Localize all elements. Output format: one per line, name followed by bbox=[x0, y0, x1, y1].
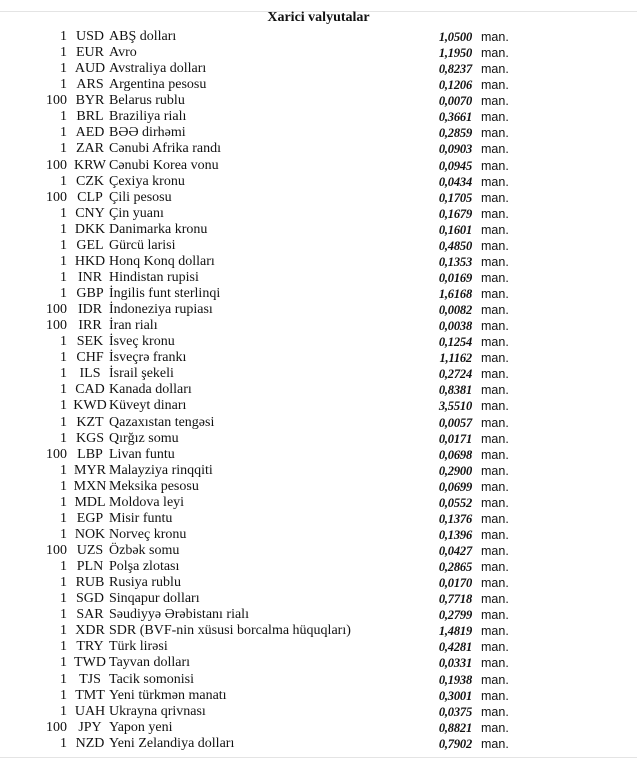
currency-name: Avstraliya dolları bbox=[109, 61, 207, 77]
exchange-rate: 0,7902 bbox=[438, 736, 472, 751]
currency-code: AUD bbox=[74, 61, 106, 77]
currency-name: Qazaxıstan tengəsi bbox=[109, 414, 215, 430]
rate-unit: man. bbox=[481, 238, 509, 253]
rate-unit: man. bbox=[481, 720, 509, 735]
exchange-rate: 0,8381 bbox=[438, 383, 472, 398]
currency-row-usd bbox=[0, 29, 637, 45]
currency-name: Avro bbox=[109, 45, 137, 61]
currency-row-krw bbox=[0, 158, 637, 174]
exchange-rate: 0,1679 bbox=[438, 206, 472, 221]
currency-row-try bbox=[0, 639, 637, 655]
exchange-rate: 0,0331 bbox=[438, 656, 472, 671]
currency-name: Küveyt dinarı bbox=[109, 398, 187, 414]
currency-name: Çin yuanı bbox=[109, 205, 164, 221]
currency-code: INR bbox=[77, 269, 103, 285]
unit-amount: 1 bbox=[60, 221, 67, 237]
exchange-rate: 0,2859 bbox=[438, 126, 472, 141]
unit-amount: 1 bbox=[60, 414, 67, 430]
currency-row-clp bbox=[0, 190, 637, 206]
exchange-rate: 0,2900 bbox=[438, 463, 472, 478]
currency-name: Yeni türkmən manatı bbox=[109, 687, 227, 703]
currency-name: İran rialı bbox=[109, 318, 158, 334]
currency-row-kwd bbox=[0, 398, 637, 414]
unit-amount: 100 bbox=[46, 318, 67, 334]
rate-unit: man. bbox=[481, 30, 509, 44]
exchange-rate: 0,0698 bbox=[438, 447, 472, 462]
page-title: Xarici valyutalar bbox=[267, 10, 370, 25]
currency-name: İsveçrə frankı bbox=[109, 350, 187, 366]
currency-code: KGS bbox=[75, 430, 104, 446]
currency-code: JPY bbox=[78, 719, 102, 735]
unit-amount: 1 bbox=[60, 526, 67, 542]
currency-code: BYR bbox=[75, 93, 105, 109]
exchange-rate: 0,7718 bbox=[438, 592, 472, 607]
unit-amount: 100 bbox=[46, 446, 67, 462]
currency-name: Qırğız somu bbox=[109, 430, 179, 446]
unit-amount: 1 bbox=[60, 478, 67, 494]
rate-unit: man. bbox=[481, 736, 509, 751]
unit-amount: 1 bbox=[60, 334, 67, 350]
unit-amount: 100 bbox=[46, 302, 67, 318]
currency-name: Danimarka kronu bbox=[109, 221, 208, 237]
exchange-rate: 0,1376 bbox=[438, 511, 472, 526]
currency-name: Moldova leyi bbox=[109, 494, 185, 510]
unit-amount: 1 bbox=[60, 141, 67, 157]
currency-row-hkd bbox=[0, 254, 637, 270]
rate-unit: man. bbox=[481, 704, 509, 719]
currency-name: Norveç kronu bbox=[109, 526, 187, 542]
rate-unit: man. bbox=[481, 158, 509, 173]
exchange-rate: 0,8821 bbox=[438, 720, 472, 735]
currency-name: İndoneziya rupiası bbox=[109, 302, 213, 318]
unit-amount: 1 bbox=[60, 623, 67, 639]
rate-unit: man. bbox=[481, 431, 509, 446]
currency-code: IRR bbox=[78, 318, 102, 334]
currency-name: Cənubi Afrika randı bbox=[109, 141, 221, 157]
currency-row-nok bbox=[0, 527, 637, 543]
rate-unit: man. bbox=[481, 142, 509, 157]
currency-name: Sinqapur dolları bbox=[109, 591, 200, 607]
exchange-rate: 0,0070 bbox=[438, 94, 472, 109]
currency-name: Yapon yeni bbox=[109, 719, 173, 735]
exchange-rate: 0,0699 bbox=[438, 479, 472, 494]
unit-amount: 1 bbox=[60, 253, 67, 269]
currency-name: Hindistan rupisi bbox=[109, 269, 199, 285]
unit-amount: 1 bbox=[60, 703, 67, 719]
rate-unit: man. bbox=[481, 78, 509, 93]
rate-unit: man. bbox=[481, 351, 509, 366]
currency-name: Belarus rublu bbox=[109, 93, 185, 109]
currency-row-inr bbox=[0, 270, 637, 286]
currency-code: CLP bbox=[77, 189, 103, 205]
unit-amount: 1 bbox=[60, 173, 67, 189]
unit-amount: 100 bbox=[46, 189, 67, 205]
rate-unit: man. bbox=[481, 463, 509, 478]
currency-code: KWD bbox=[73, 398, 107, 414]
exchange-rate: 0,4850 bbox=[438, 238, 472, 253]
exchange-rate: 0,0552 bbox=[438, 495, 472, 510]
currency-name: Ukrayna qrivnası bbox=[109, 703, 206, 719]
currency-code: MDL bbox=[74, 494, 106, 510]
rate-unit: man. bbox=[481, 303, 509, 318]
unit-amount: 1 bbox=[60, 735, 67, 751]
currency-code: DKK bbox=[74, 221, 106, 237]
currency-row-rub bbox=[0, 575, 637, 591]
currency-name: Misir funtu bbox=[109, 510, 173, 526]
currency-row-myr bbox=[0, 463, 637, 479]
exchange-rate: 0,8237 bbox=[438, 62, 472, 77]
unit-amount: 100 bbox=[46, 719, 67, 735]
rate-unit: man. bbox=[481, 335, 509, 350]
currency-row-idr bbox=[0, 302, 637, 318]
exchange-rate: 0,0057 bbox=[438, 415, 472, 430]
currency-name: Çexiya kronu bbox=[109, 173, 185, 189]
exchange-rate: 0,2799 bbox=[438, 608, 472, 623]
exchange-rate: 0,0945 bbox=[438, 158, 472, 173]
currency-row-pln bbox=[0, 559, 637, 575]
rate-unit: man. bbox=[481, 206, 509, 221]
currency-row-kgs bbox=[0, 431, 637, 447]
rate-unit: man. bbox=[481, 544, 509, 558]
currency-code: CHF bbox=[76, 350, 104, 366]
currency-name: Rusiya rublu bbox=[109, 575, 181, 591]
currency-code: TWD bbox=[74, 655, 106, 671]
bottom-divider bbox=[0, 757, 637, 758]
currency-name: Səudiyyə Ərəbistanı rialı bbox=[109, 607, 249, 623]
rate-unit: man. bbox=[481, 174, 509, 189]
currency-name: Braziliya rialı bbox=[109, 109, 187, 125]
currency-code: CAD bbox=[75, 382, 105, 398]
unit-amount: 1 bbox=[60, 61, 67, 77]
exchange-rate: 1,6168 bbox=[438, 287, 472, 301]
exchange-rate: 1,4819 bbox=[438, 624, 472, 639]
exchange-rate: 0,0434 bbox=[438, 174, 472, 189]
currency-row-czk bbox=[0, 174, 637, 190]
currency-row-cad bbox=[0, 382, 637, 398]
unit-amount: 1 bbox=[60, 430, 67, 446]
rate-unit: man. bbox=[481, 576, 509, 591]
exchange-rate: 0,1396 bbox=[438, 527, 472, 542]
currency-row-nzd bbox=[0, 736, 637, 752]
rate-unit: man. bbox=[481, 287, 509, 301]
rate-unit: man. bbox=[481, 319, 509, 334]
unit-amount: 1 bbox=[60, 286, 67, 301]
currency-row-twd bbox=[0, 655, 637, 671]
exchange-rate: 0,2865 bbox=[438, 560, 472, 575]
currency-code: UZS bbox=[76, 543, 104, 558]
rate-unit: man. bbox=[481, 560, 509, 575]
rate-unit: man. bbox=[481, 94, 509, 109]
currency-row-uzs bbox=[0, 543, 637, 559]
currency-code: ZAR bbox=[76, 141, 104, 157]
currency-name: Livan funtu bbox=[109, 446, 175, 462]
rate-unit: man. bbox=[481, 511, 509, 526]
unit-amount: 1 bbox=[60, 205, 67, 221]
rate-unit: man. bbox=[481, 527, 509, 542]
currency-name: İngilis funt sterlinqi bbox=[109, 286, 221, 301]
unit-amount: 1 bbox=[60, 494, 67, 510]
currency-code: MXN bbox=[73, 478, 107, 494]
exchange-rate: 0,3001 bbox=[438, 688, 472, 703]
currency-code: TMT bbox=[75, 687, 105, 703]
unit-amount: 1 bbox=[60, 559, 67, 575]
currency-code: LBP bbox=[77, 446, 103, 462]
currency-row-gbp bbox=[0, 286, 637, 302]
currency-name: Cənubi Korea vonu bbox=[109, 157, 219, 173]
currency-row-egp bbox=[0, 511, 637, 527]
exchange-rate: 0,1254 bbox=[438, 335, 472, 350]
exchange-rate: 0,1601 bbox=[438, 222, 472, 237]
currency-row-mdl bbox=[0, 495, 637, 511]
currency-code: CNY bbox=[75, 205, 105, 221]
currency-code: ARS bbox=[76, 77, 104, 93]
unit-amount: 1 bbox=[60, 591, 67, 607]
unit-amount: 1 bbox=[60, 350, 67, 366]
unit-amount: 1 bbox=[60, 77, 67, 93]
unit-amount: 1 bbox=[60, 575, 67, 591]
rate-unit: man. bbox=[481, 688, 509, 703]
exchange-rate: 0,1353 bbox=[438, 254, 472, 269]
rate-unit: man. bbox=[481, 640, 509, 655]
rate-unit: man. bbox=[481, 126, 509, 141]
exchange-rate: 3,5510 bbox=[438, 399, 472, 414]
currency-name: Malayziya rinqqiti bbox=[109, 462, 213, 478]
rate-unit: man. bbox=[481, 222, 509, 237]
rate-unit: man. bbox=[481, 62, 509, 77]
rate-unit: man. bbox=[481, 672, 509, 687]
currency-name: Türk lirəsi bbox=[109, 639, 168, 655]
rate-unit: man. bbox=[481, 479, 509, 494]
currency-code: SEK bbox=[76, 334, 104, 350]
currency-name: BƏƏ dirhəmi bbox=[109, 125, 186, 141]
unit-amount: 1 bbox=[60, 510, 67, 526]
exchange-rate: 0,0903 bbox=[438, 142, 472, 157]
currency-row-uah bbox=[0, 704, 637, 720]
currency-code: SAR bbox=[76, 607, 104, 623]
currency-name: Polşa zlotası bbox=[109, 559, 180, 575]
currency-row-sar bbox=[0, 607, 637, 623]
unit-amount: 1 bbox=[60, 671, 67, 687]
exchange-rate: 0,0375 bbox=[438, 704, 472, 719]
exchange-rate: 0,0038 bbox=[438, 319, 472, 334]
currency-code: HKD bbox=[74, 253, 106, 269]
exchange-rate: 0,0082 bbox=[438, 303, 472, 318]
rate-unit: man. bbox=[481, 270, 509, 285]
unit-amount: 1 bbox=[60, 398, 67, 414]
currency-row-ils bbox=[0, 366, 637, 382]
currency-code: SGD bbox=[75, 591, 104, 607]
currency-code: ILS bbox=[79, 366, 101, 382]
currency-code: KRW bbox=[74, 157, 106, 173]
currency-name: Özbək somu bbox=[109, 543, 180, 558]
currency-row-byr bbox=[0, 93, 637, 109]
currency-name: İsveç kronu bbox=[109, 334, 175, 350]
currency-table bbox=[0, 29, 637, 752]
rate-unit: man. bbox=[481, 399, 509, 414]
currency-row-brl bbox=[0, 109, 637, 125]
currency-code: TRY bbox=[76, 639, 104, 655]
currency-code: MYR bbox=[74, 462, 106, 478]
currency-name: Argentina pesosu bbox=[109, 77, 207, 93]
currency-code: GBP bbox=[76, 286, 104, 301]
exchange-rate: 0,1705 bbox=[438, 190, 472, 205]
exchange-rate: 0,3661 bbox=[438, 110, 472, 125]
rate-unit: man. bbox=[481, 624, 509, 639]
unit-amount: 1 bbox=[60, 29, 67, 44]
currency-code: EUR bbox=[76, 45, 104, 61]
currency-code: IDR bbox=[77, 302, 103, 318]
currency-name: Kanada dolları bbox=[109, 382, 192, 398]
exchange-rate: 0,2724 bbox=[438, 367, 472, 382]
exchange-rate: 0,0171 bbox=[438, 431, 472, 446]
unit-amount: 1 bbox=[60, 45, 67, 61]
currency-row-eur bbox=[0, 45, 637, 61]
unit-amount: 1 bbox=[60, 687, 67, 703]
currency-row-mxn bbox=[0, 479, 637, 495]
unit-amount: 1 bbox=[60, 382, 67, 398]
currency-code: CZK bbox=[76, 173, 104, 189]
currency-row-gel bbox=[0, 238, 637, 254]
exchange-rate: 0,4281 bbox=[438, 640, 472, 655]
currency-code: RUB bbox=[75, 575, 105, 591]
currency-name: SDR (BVF-nin xüsusi borcalma hüquqları) bbox=[109, 623, 351, 639]
currency-name: Tayvan dolları bbox=[109, 655, 191, 671]
currency-name: Yeni Zelandiya dolları bbox=[109, 735, 235, 751]
exchange-rate: 0,0427 bbox=[438, 544, 472, 558]
currency-row-tjs bbox=[0, 672, 637, 688]
rate-unit: man. bbox=[481, 495, 509, 510]
currency-row-irr bbox=[0, 318, 637, 334]
currency-code: NOK bbox=[74, 526, 106, 542]
exchange-rate: 0,1206 bbox=[438, 78, 472, 93]
currency-row-sek bbox=[0, 334, 637, 350]
unit-amount: 1 bbox=[60, 125, 67, 141]
currency-code: EGP bbox=[76, 510, 104, 526]
currency-row-cny bbox=[0, 206, 637, 222]
rate-unit: man. bbox=[481, 367, 509, 382]
unit-amount: 1 bbox=[60, 639, 67, 655]
currency-code: AED bbox=[75, 125, 105, 141]
currency-row-lbp bbox=[0, 447, 637, 463]
unit-amount: 1 bbox=[60, 109, 67, 125]
currency-row-zar bbox=[0, 141, 637, 157]
currency-row-xdr bbox=[0, 623, 637, 639]
currency-name: Honq Konq dolları bbox=[109, 253, 215, 269]
currency-code: KZT bbox=[76, 414, 104, 430]
exchange-rate: 0,0169 bbox=[438, 270, 472, 285]
currency-name: Çili pesosu bbox=[109, 189, 172, 205]
rate-unit: man. bbox=[481, 190, 509, 205]
currency-name: İsrail şekeli bbox=[109, 366, 174, 382]
currency-code: BRL bbox=[76, 109, 104, 125]
currency-code: USD bbox=[75, 29, 104, 44]
currency-row-jpy bbox=[0, 720, 637, 736]
currency-row-ars bbox=[0, 77, 637, 93]
currency-row-sgd bbox=[0, 591, 637, 607]
exchange-rate: 1,0500 bbox=[438, 30, 472, 44]
rate-unit: man. bbox=[481, 46, 509, 61]
unit-amount: 100 bbox=[46, 543, 67, 558]
currency-name: Tacik somonisi bbox=[109, 671, 194, 687]
currency-code: PLN bbox=[76, 559, 104, 575]
currency-code: XDR bbox=[75, 623, 105, 639]
rate-unit: man. bbox=[481, 608, 509, 623]
unit-amount: 1 bbox=[60, 269, 67, 285]
rate-unit: man. bbox=[481, 592, 509, 607]
unit-amount: 1 bbox=[60, 366, 67, 382]
unit-amount: 1 bbox=[60, 655, 67, 671]
currency-row-tmt bbox=[0, 688, 637, 704]
exchange-rate: 1,1162 bbox=[439, 351, 472, 366]
unit-amount: 1 bbox=[60, 237, 67, 253]
currency-name: Meksika pesosu bbox=[109, 478, 199, 494]
currency-code: UAH bbox=[74, 703, 106, 719]
rate-unit: man. bbox=[481, 254, 509, 269]
currency-code: GEL bbox=[76, 237, 104, 253]
rate-unit: man. bbox=[481, 110, 509, 125]
rate-unit: man. bbox=[481, 383, 509, 398]
currency-code: TJS bbox=[79, 671, 101, 687]
unit-amount: 1 bbox=[60, 607, 67, 623]
unit-amount: 100 bbox=[46, 93, 67, 109]
currency-row-dkk bbox=[0, 222, 637, 238]
currency-row-aed bbox=[0, 125, 637, 141]
exchange-rate: 0,1938 bbox=[438, 672, 472, 687]
exchange-rate: 1,1950 bbox=[438, 46, 472, 61]
currency-row-aud bbox=[0, 61, 637, 77]
rate-unit: man. bbox=[481, 415, 509, 430]
exchange-rate: 0,0170 bbox=[438, 576, 472, 591]
rate-unit: man. bbox=[481, 656, 509, 671]
unit-amount: 1 bbox=[60, 462, 67, 478]
currency-row-chf bbox=[0, 350, 637, 366]
currency-name: Gürcü larisi bbox=[109, 237, 176, 253]
currency-name: ABŞ dolları bbox=[109, 29, 177, 44]
unit-amount: 100 bbox=[46, 157, 67, 173]
currency-row-kzt bbox=[0, 415, 637, 431]
currency-code: NZD bbox=[75, 735, 105, 751]
rate-unit: man. bbox=[481, 447, 509, 462]
